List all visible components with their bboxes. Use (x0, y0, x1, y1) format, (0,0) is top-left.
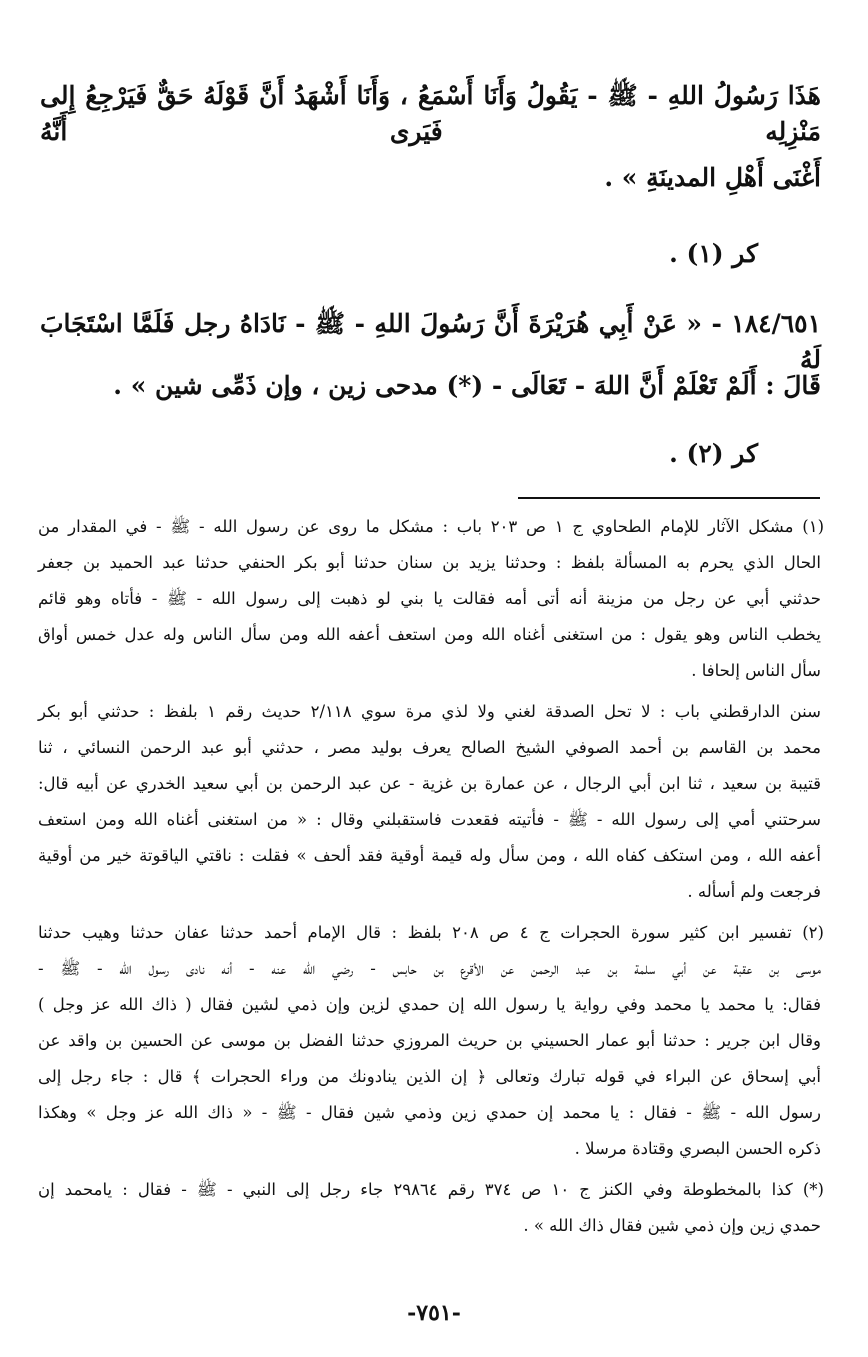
footnote-2-line: فقال: يا محمد يا محمد وفي رواية يا رسول الله إن حمدي لزين وإن ذمي لشين فقال ( ذاك الله عز وجل ) (38, 995, 821, 1014)
footnote-1-line: (١) مشكل الآثار للإمام الطحاوي ج ١ ص ٢٠٣ باب : مشكل ما روى عن رسول الله - ﷺ - في المقدار من (38, 517, 824, 536)
page-number: -٧٥١- (407, 1300, 461, 1326)
footnote-2-line: (٢) تفسير ابن كثير سورة الحجرات ج ٤ ص ٢٠٨ بلفظ : قال الإمام أحمد حدثنا عفان حدثنا وهيب حدثنا (38, 923, 824, 942)
footnote-2-line: ذكره الحسن البصري وقتادة مرسلا . (574, 1139, 821, 1158)
footnote-2-line: رسول الله - ﷺ - فقال : يا محمد إن حمدي زين وذمي شين فقال - ﷺ - « ذاك الله عز وجل » وهكذا (38, 1103, 821, 1122)
hadith-line: قَالَ : أَلَمْ تَعْلَمْ أَنَّ اللهَ - تَعَالَى - (*) مدحى زين ، وإن ذَمِّى شين » . (113, 371, 821, 400)
main-text-line: أَغْنَى أَهْلِ المدينَةِ » . (604, 163, 821, 192)
footnote-1-line: يخطب الناس وهو يقول : من استغنى أغناه الله ومن استعف أعفه الله ومن سأل الناس وله عدل خمس أواق (38, 625, 821, 644)
main-text-line: هَذَا رَسُولُ اللهِ - ﷺ - يَقُولُ وَأَنَا أَسْمَعُ ، وَأَنَا أَشْهَدُ أَنَّ قَوْلَهُ حَقٌّ فَيَرْجِعُ إِلى مَنْزِلِه فَيَرى أَنَّهُ (40, 81, 821, 146)
footnote-1-line: محمد بن القاسم بن أحمد الصوفي الشيخ الصالح يعرف بوليد مصر ، حدثني أبو عبد الرحمن النسائي ، ثنا (38, 738, 821, 757)
footnote-star-line: حمدي زين وإن ذمي شين فقال ذاك الله » . (523, 1216, 821, 1235)
hadith-line: ١٨٤/٦٥١ - « عَنْ أَبِي هُرَيْرَةَ أَنَّ رَسُولَ اللهِ - ﷺ - نَادَاهُ رجل فَلَمَّا اسْتَجَابَ لَهُ (40, 309, 821, 374)
footnote-2-line: أبي إسحاق عن البراء في قوله تبارك وتعالى ﴿ إن الذين ينادونك من وراء الحجرات ﴾ قال : جاء رجل إلى (38, 1067, 821, 1086)
footnote-1-line: حدثني أبي عن رجل من مزينة أنه أتى أمه فقالت يا بني لو ذهبت إلى رسول الله - ﷺ - فأتاه وهو قائم (38, 589, 821, 608)
footnote-1-line: قتيبة بن سعيد ، ثنا ابن أبي الرجال ، عن عمارة بن غزية - عن عبد الرحمن بن أبي سعيد الخدري عن أبيه قال: (38, 774, 821, 793)
footnote-2-line: موسى بن عقبة عن أبي سلمة بن عبد الرحمن عن الأقرع بن حابس - رضي الله عنه - أنه نادى رسول الله - ﷺ - (38, 959, 821, 978)
footnote-1-line: فرجعت ولم أسأله . (687, 882, 821, 901)
footnote-1-line: الحال الذي يحرم به المسألة بلفظ : وحدثنا يزيد بن سنان حدثنا أبو بكر الحنفي حدثنا عبد الحميد بن جعفر (38, 553, 821, 572)
footnote-1-line: سنن الدارقطني باب : لا تحل الصدقة لغني ولا لذي مرة سوي ٢/١١٨ حديث رقم ١ بلفظ : حدثني أبو بكر (38, 702, 821, 721)
footnote-star-line: (*) كذا بالمخطوطة وفي الكنز ج ١٠ ص ٣٧٤ رقم ٢٩٨٦٤ جاء رجل إلى النبي - ﷺ - فقال : يامحمد إن (38, 1180, 824, 1199)
reference-line: كر (٢) . (669, 439, 758, 468)
footnote-1-line: سرحتني أمي إلى رسول الله - ﷺ - فأتيته فقعدت فاستقبلني وقال : « من استغنى أغناه الله ومن استعف (38, 810, 821, 829)
footnote-separator (518, 497, 820, 499)
footnote-1-line: سأل الناس إلحافا . (691, 661, 821, 680)
footnote-2-line: وقال ابن جرير : حدثنا أبو عمار الحسيني بن حريث المروزي حدثنا الفضل بن موسى عن الحسين بن واقد عن (38, 1031, 821, 1050)
reference-line: كر (١) . (669, 239, 758, 268)
footnote-1-line: أعفه الله ، ومن استكف كفاه الله ، ومن سأل وله قيمة أوقية فقد ألحف » فقلت : ناقتي الياقوتة خير من أوقية (38, 846, 821, 865)
